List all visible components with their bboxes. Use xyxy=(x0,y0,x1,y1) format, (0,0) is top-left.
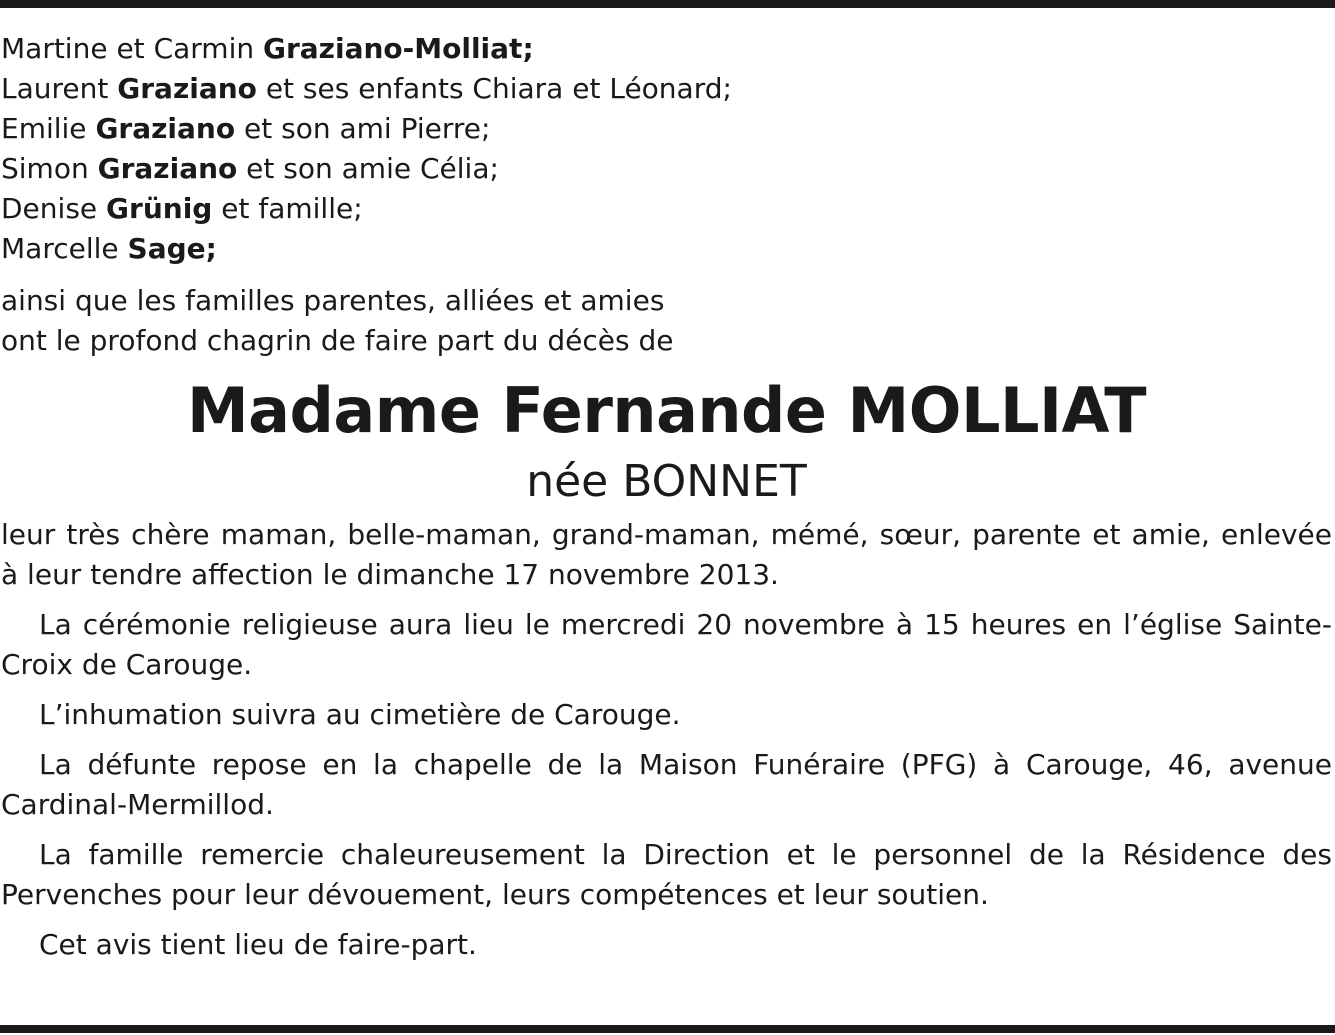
intro-line-2: ont le profond chagrin de faire part du décès de xyxy=(1,324,674,357)
family-line: Marcelle Sage; xyxy=(1,232,217,265)
family-line: Laurent Graziano et ses enfants Chiara et Léonard; xyxy=(1,72,732,105)
family-list xyxy=(1,29,1332,269)
family-surname: Grünig xyxy=(106,192,213,225)
maiden-name: née BONNET xyxy=(526,456,807,507)
notice-paragraph: Cet avis tient lieu de faire-part. xyxy=(39,928,477,961)
announcement-intro xyxy=(1,281,1332,361)
intro-line-1: ainsi que les familles parentes, alliées et amies xyxy=(1,284,665,317)
family-surname: Graziano xyxy=(117,72,257,105)
family-line: Simon Graziano et son amie Célia; xyxy=(1,152,499,185)
burial-paragraph: L’inhumation suivra au cimetière de Carouge. xyxy=(39,698,681,731)
family-surname: Sage; xyxy=(127,232,217,265)
ceremony-paragraph: La cérémonie religieuse aura lieu le mercredi 20 novembre à 15 heures en l’église Sainte-Croix de Carouge. xyxy=(1,608,1332,681)
rest-paragraph: La défunte repose en la chapelle de la Maison Funéraire (PFG) à Carouge, 46, avenue Cardinal-Mermillod. xyxy=(1,748,1332,821)
relation-paragraph: leur très chère maman, belle-maman, grand-maman, mémé, sœur, parente et amie, enlevée à leur tendre affection le dimanche 17 novembre 2013. xyxy=(1,518,1332,591)
top-rule xyxy=(0,0,1335,8)
family-surname: Graziano-Molliat; xyxy=(263,32,534,65)
family-line: Denise Grünig et famille; xyxy=(1,192,363,225)
obituary-notice xyxy=(1,29,1332,965)
family-surname: Graziano xyxy=(97,152,238,185)
deceased-name: Madame Fernande MOLLIAT xyxy=(186,374,1147,447)
family-surname: Graziano xyxy=(95,112,236,145)
family-line: Emilie Graziano et son ami Pierre; xyxy=(1,112,491,145)
bottom-rule xyxy=(0,1025,1335,1033)
family-line: Martine et Carmin Graziano-Molliat; xyxy=(1,32,534,65)
thanks-paragraph: La famille remercie chaleureusement la Direction et le personnel de la Résidence des Pervenches pour leur dévouement, leurs compétences et leur soutien. xyxy=(1,838,1332,911)
